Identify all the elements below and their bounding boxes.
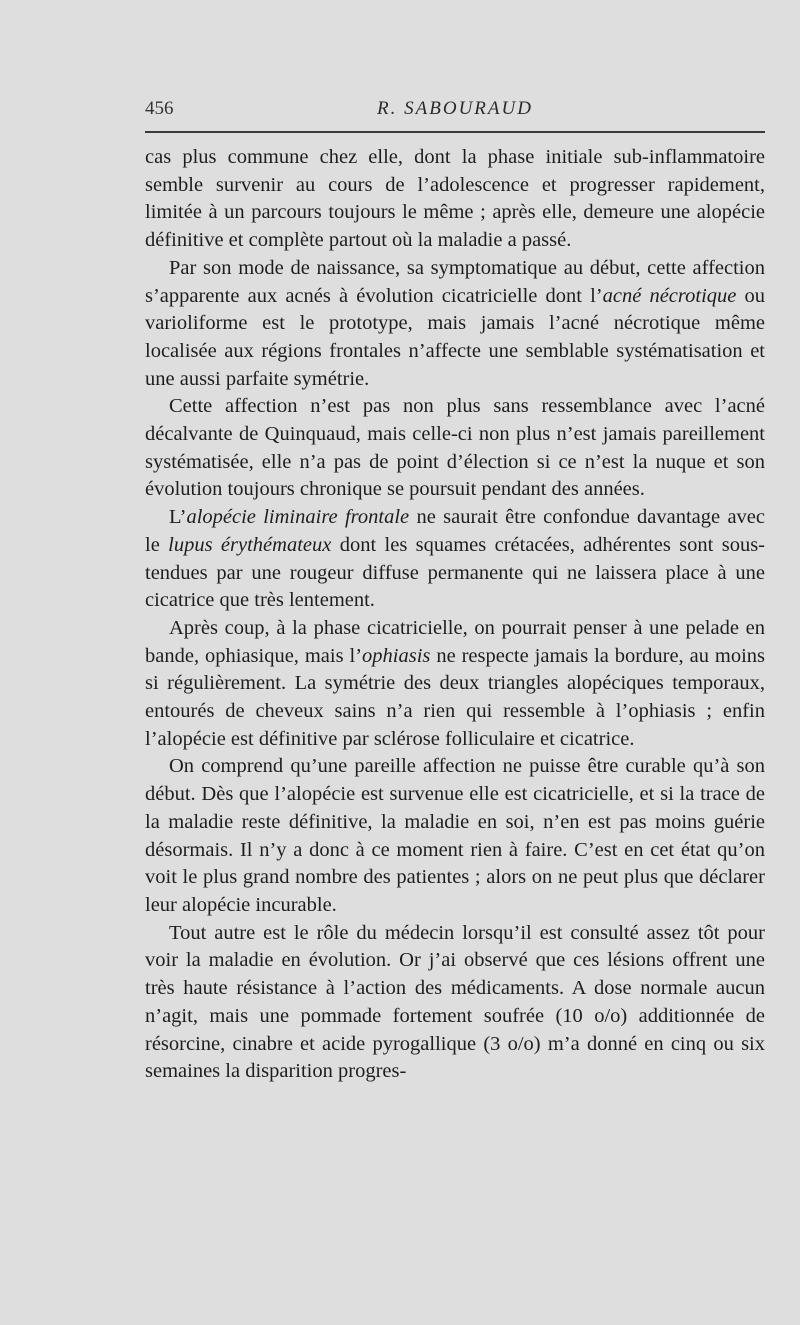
paragraph: On comprend qu’une pareille affection ne puisse être curable qu’à son début. Dès que l’alopécie est survenue elle est cicatricielle, et si la trace de la maladie reste définitive, la maladie en soi, n’en est pas moins guérie désormais. Il n’y a donc à ce moment rien à faire. C’est en cet état qu’on voit le plus grand nombre des patientes ; alors on ne peut plus que déclarer leur alopécie incurable. bbox=[145, 755, 765, 916]
paragraph: Après coup, à la phase cicatricielle, on pourrait penser à une pelade en bande, ophiasique, mais l’ophiasis ne respecte jamais la bordure, au moins si régulièrement. La symétrie des deux triangles alopéciques temporaux, entourés de cheveux sains n’a rien qui ressemble à l’ophiasis ; enfin l’alopécie est définitive par sclérose folliculaire et cicatrice. bbox=[145, 616, 765, 750]
term-italic: ophiasis bbox=[362, 644, 431, 667]
body-text bbox=[145, 144, 765, 1086]
term-italic: lupus érythémateux bbox=[168, 533, 332, 556]
page-header bbox=[145, 98, 765, 128]
paragraph: cas plus commune chez elle, dont la phase initiale sub-inflammatoire semble survenir au cours de l’adolescence et progresser rapidement, limitée à un parcours toujours le même ; après elle, demeure une alopécie définitive et complète partout où la maladie a passé. bbox=[145, 146, 765, 252]
term-italic: acné nécrotique bbox=[602, 284, 737, 307]
running-head: R. SABOURAUD bbox=[377, 98, 533, 119]
paragraph: Par son mode de naissance, sa symptomatique au début, cette affection s’apparente aux acnés à évolution cicatricielle dont l’acné nécrotique ou varioliforme est le prototype, mais jamais l’acné nécrotique même localisée aux régions frontales n’affecte une semblable systématisation et une aussi parfaite symétrie. bbox=[145, 256, 766, 390]
page-number: 456 bbox=[145, 98, 174, 119]
term-italic: alopécie liminaire frontale bbox=[186, 506, 410, 529]
header-rule bbox=[145, 131, 765, 133]
paragraph: Cette affection n’est pas non plus sans ressemblance avec l’acné décalvante de Quinquaud, mais celle-ci non plus n’est jamais pareillement systématisée, elle n’a pas de point d’élection si ce n’est la nuque et son évolution toujours chronique se poursuit pendant des années. bbox=[145, 395, 765, 501]
paragraph: L’alopécie liminaire frontale ne saurait être confondue davantage avec le lupus érythémateux dont les squames crétacées, adhérentes sont sous-tendues par une rougeur diffuse permanente qui ne laissera place à une cicatrice que très lentement. bbox=[145, 506, 766, 612]
paragraph: Tout autre est le rôle du médecin lorsqu’il est consulté assez tôt pour voir la maladie en évolution. Or j’ai observé que ces lésions offrent une très haute résistance à l’action des médicaments. A dose normale aucun n’agit, mais une pommade fortement soufrée (10 o/o) additionnée de résorcine, cinabre et acide pyrogallique (3 o/o) m’a donné en cinq ou six semaines la disparition progres- bbox=[145, 921, 765, 1083]
